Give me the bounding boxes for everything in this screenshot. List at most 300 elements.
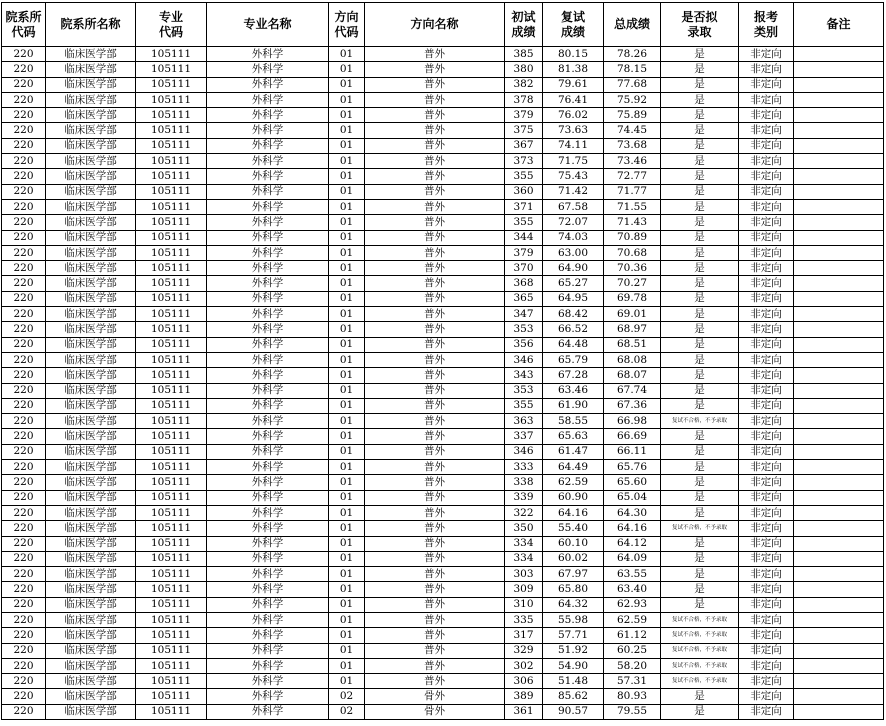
column-header-direction-code: 方向 代码 bbox=[329, 3, 365, 47]
cell-direction-code: 01 bbox=[329, 307, 365, 322]
cell-dept-code: 220 bbox=[2, 368, 46, 383]
cell-dept-name: 临床医学部 bbox=[46, 658, 136, 673]
cell-dept-code: 220 bbox=[2, 674, 46, 689]
cell-dept-name: 临床医学部 bbox=[46, 444, 136, 459]
cell-direction-code: 01 bbox=[329, 62, 365, 77]
cell-apply-type: 非定向 bbox=[739, 108, 794, 123]
cell-major-name: 外科学 bbox=[207, 138, 329, 153]
cell-direction-code: 01 bbox=[329, 123, 365, 138]
cell-retest-score: 65.27 bbox=[543, 276, 604, 291]
table-header-row bbox=[2, 3, 884, 47]
cell-apply-type: 非定向 bbox=[739, 704, 794, 719]
cell-major-code: 105111 bbox=[136, 505, 207, 520]
cell-dept-name: 临床医学部 bbox=[46, 276, 136, 291]
cell-dept-name: 临床医学部 bbox=[46, 92, 136, 107]
cell-retest-score: 64.48 bbox=[543, 337, 604, 352]
cell-major-name: 外科学 bbox=[207, 383, 329, 398]
cell-retest-score: 73.63 bbox=[543, 123, 604, 138]
cell-direction-name: 普外 bbox=[365, 123, 505, 138]
cell-major-code: 105111 bbox=[136, 612, 207, 627]
cell-major-name: 外科学 bbox=[207, 291, 329, 306]
cell-dept-code: 220 bbox=[2, 643, 46, 658]
cell-direction-name: 普外 bbox=[365, 536, 505, 551]
cell-dept-code: 220 bbox=[2, 230, 46, 245]
cell-direction-name: 普外 bbox=[365, 337, 505, 352]
cell-dept-code: 220 bbox=[2, 184, 46, 199]
cell-retest-score: 76.02 bbox=[543, 108, 604, 123]
cell-apply-type: 非定向 bbox=[739, 276, 794, 291]
cell-dept-name: 临床医学部 bbox=[46, 230, 136, 245]
cell-retest-score: 60.90 bbox=[543, 490, 604, 505]
cell-total-score: 70.68 bbox=[604, 245, 661, 260]
table-row bbox=[2, 674, 884, 689]
cell-dept-code: 220 bbox=[2, 628, 46, 643]
column-header-admit-status: 是否拟 录取 bbox=[661, 3, 739, 47]
cell-remarks bbox=[794, 199, 884, 214]
cell-initial-score: 389 bbox=[505, 689, 543, 704]
cell-dept-name: 临床医学部 bbox=[46, 674, 136, 689]
cell-total-score: 77.68 bbox=[604, 77, 661, 92]
cell-apply-type: 非定向 bbox=[739, 215, 794, 230]
column-header-remarks: 备注 bbox=[794, 3, 884, 47]
cell-dept-name: 临床医学部 bbox=[46, 261, 136, 276]
cell-total-score: 71.77 bbox=[604, 184, 661, 199]
cell-dept-name: 临床医学部 bbox=[46, 383, 136, 398]
cell-direction-name: 普外 bbox=[365, 199, 505, 214]
cell-dept-name: 临床医学部 bbox=[46, 199, 136, 214]
table-row bbox=[2, 77, 884, 92]
cell-direction-code: 01 bbox=[329, 505, 365, 520]
cell-dept-name: 临床医学部 bbox=[46, 505, 136, 520]
cell-admit-status: 是 bbox=[661, 597, 739, 612]
cell-major-name: 外科学 bbox=[207, 597, 329, 612]
cell-retest-score: 79.61 bbox=[543, 77, 604, 92]
cell-direction-name: 普外 bbox=[365, 582, 505, 597]
cell-direction-name: 普外 bbox=[365, 567, 505, 582]
cell-direction-code: 01 bbox=[329, 215, 365, 230]
column-header-retest-score: 复试 成绩 bbox=[543, 3, 604, 47]
cell-initial-score: 379 bbox=[505, 245, 543, 260]
cell-retest-score: 54.90 bbox=[543, 658, 604, 673]
cell-total-score: 74.45 bbox=[604, 123, 661, 138]
cell-total-score: 64.12 bbox=[604, 536, 661, 551]
cell-remarks bbox=[794, 138, 884, 153]
column-header-initial-score: 初试 成绩 bbox=[505, 3, 543, 47]
column-header-major-name: 专业名称 bbox=[207, 3, 329, 47]
cell-dept-code: 220 bbox=[2, 47, 46, 62]
cell-dept-code: 220 bbox=[2, 138, 46, 153]
cell-retest-score: 55.98 bbox=[543, 612, 604, 627]
cell-apply-type: 非定向 bbox=[739, 169, 794, 184]
cell-initial-score: 385 bbox=[505, 47, 543, 62]
cell-dept-code: 220 bbox=[2, 276, 46, 291]
cell-retest-score: 67.97 bbox=[543, 567, 604, 582]
table-row bbox=[2, 521, 884, 536]
cell-retest-score: 76.41 bbox=[543, 92, 604, 107]
cell-major-code: 105111 bbox=[136, 689, 207, 704]
cell-major-code: 105111 bbox=[136, 429, 207, 444]
cell-direction-name: 骨外 bbox=[365, 704, 505, 719]
cell-apply-type: 非定向 bbox=[739, 47, 794, 62]
cell-apply-type: 非定向 bbox=[739, 475, 794, 490]
cell-retest-score: 65.80 bbox=[543, 582, 604, 597]
cell-dept-name: 临床医学部 bbox=[46, 398, 136, 413]
cell-major-code: 105111 bbox=[136, 138, 207, 153]
cell-dept-code: 220 bbox=[2, 429, 46, 444]
cell-total-score: 78.15 bbox=[604, 62, 661, 77]
cell-direction-code: 01 bbox=[329, 444, 365, 459]
cell-dept-name: 临床医学部 bbox=[46, 123, 136, 138]
cell-major-name: 外科学 bbox=[207, 643, 329, 658]
cell-remarks bbox=[794, 551, 884, 566]
cell-direction-name: 普外 bbox=[365, 551, 505, 566]
cell-admit-status: 复试不合格，不予录取 bbox=[661, 521, 739, 536]
cell-major-name: 外科学 bbox=[207, 704, 329, 719]
cell-initial-score: 373 bbox=[505, 154, 543, 169]
cell-dept-code: 220 bbox=[2, 92, 46, 107]
cell-retest-score: 58.55 bbox=[543, 414, 604, 429]
cell-dept-code: 220 bbox=[2, 536, 46, 551]
cell-total-score: 75.89 bbox=[604, 108, 661, 123]
cell-total-score: 62.93 bbox=[604, 597, 661, 612]
cell-apply-type: 非定向 bbox=[739, 582, 794, 597]
cell-initial-score: 378 bbox=[505, 92, 543, 107]
cell-initial-score: 368 bbox=[505, 276, 543, 291]
cell-apply-type: 非定向 bbox=[739, 154, 794, 169]
cell-direction-name: 普外 bbox=[365, 184, 505, 199]
cell-direction-code: 01 bbox=[329, 138, 365, 153]
cell-major-name: 外科学 bbox=[207, 123, 329, 138]
cell-remarks bbox=[794, 398, 884, 413]
table-row bbox=[2, 582, 884, 597]
cell-total-score: 68.51 bbox=[604, 337, 661, 352]
cell-direction-name: 普外 bbox=[365, 398, 505, 413]
cell-direction-name: 普外 bbox=[365, 612, 505, 627]
cell-direction-code: 01 bbox=[329, 658, 365, 673]
cell-direction-name: 普外 bbox=[365, 307, 505, 322]
cell-major-code: 105111 bbox=[136, 597, 207, 612]
cell-direction-code: 01 bbox=[329, 108, 365, 123]
cell-direction-name: 普外 bbox=[365, 368, 505, 383]
cell-dept-name: 临床医学部 bbox=[46, 322, 136, 337]
cell-major-name: 外科学 bbox=[207, 689, 329, 704]
cell-total-score: 63.40 bbox=[604, 582, 661, 597]
cell-major-name: 外科学 bbox=[207, 322, 329, 337]
cell-apply-type: 非定向 bbox=[739, 612, 794, 627]
cell-major-code: 105111 bbox=[136, 337, 207, 352]
cell-dept-code: 220 bbox=[2, 123, 46, 138]
cell-remarks bbox=[794, 291, 884, 306]
cell-apply-type: 非定向 bbox=[739, 429, 794, 444]
table-row bbox=[2, 230, 884, 245]
cell-dept-name: 临床医学部 bbox=[46, 551, 136, 566]
cell-remarks bbox=[794, 490, 884, 505]
column-header-total-score: 总成绩 bbox=[604, 3, 661, 47]
cell-major-code: 105111 bbox=[136, 490, 207, 505]
cell-major-code: 105111 bbox=[136, 475, 207, 490]
cell-total-score: 67.74 bbox=[604, 383, 661, 398]
cell-retest-score: 64.90 bbox=[543, 261, 604, 276]
cell-dept-code: 220 bbox=[2, 582, 46, 597]
cell-retest-score: 60.10 bbox=[543, 536, 604, 551]
cell-initial-score: 337 bbox=[505, 429, 543, 444]
cell-direction-code: 01 bbox=[329, 230, 365, 245]
cell-direction-name: 普外 bbox=[365, 92, 505, 107]
table-row bbox=[2, 276, 884, 291]
cell-direction-code: 01 bbox=[329, 245, 365, 260]
cell-direction-name: 普外 bbox=[365, 230, 505, 245]
cell-retest-score: 74.03 bbox=[543, 230, 604, 245]
cell-major-name: 外科学 bbox=[207, 77, 329, 92]
table-row bbox=[2, 245, 884, 260]
table-row bbox=[2, 383, 884, 398]
cell-admit-status: 是 bbox=[661, 230, 739, 245]
cell-admit-status: 是 bbox=[661, 337, 739, 352]
cell-dept-code: 220 bbox=[2, 490, 46, 505]
cell-dept-code: 220 bbox=[2, 689, 46, 704]
table-row bbox=[2, 62, 884, 77]
cell-total-score: 58.20 bbox=[604, 658, 661, 673]
cell-admit-status: 是 bbox=[661, 245, 739, 260]
cell-admit-status: 是 bbox=[661, 444, 739, 459]
cell-total-score: 65.76 bbox=[604, 460, 661, 475]
cell-retest-score: 85.62 bbox=[543, 689, 604, 704]
cell-initial-score: 309 bbox=[505, 582, 543, 597]
cell-admit-status: 是 bbox=[661, 138, 739, 153]
cell-direction-name: 普外 bbox=[365, 521, 505, 536]
cell-apply-type: 非定向 bbox=[739, 689, 794, 704]
cell-initial-score: 353 bbox=[505, 322, 543, 337]
cell-admit-status: 复试不合格，不予录取 bbox=[661, 674, 739, 689]
cell-direction-code: 01 bbox=[329, 291, 365, 306]
cell-dept-name: 临床医学部 bbox=[46, 245, 136, 260]
cell-admit-status: 是 bbox=[661, 123, 739, 138]
cell-apply-type: 非定向 bbox=[739, 597, 794, 612]
cell-apply-type: 非定向 bbox=[739, 307, 794, 322]
cell-direction-name: 普外 bbox=[365, 154, 505, 169]
cell-dept-code: 220 bbox=[2, 612, 46, 627]
cell-major-name: 外科学 bbox=[207, 261, 329, 276]
cell-initial-score: 322 bbox=[505, 505, 543, 520]
cell-total-score: 71.55 bbox=[604, 199, 661, 214]
cell-dept-code: 220 bbox=[2, 460, 46, 475]
cell-major-code: 105111 bbox=[136, 154, 207, 169]
cell-dept-code: 220 bbox=[2, 658, 46, 673]
cell-initial-score: 367 bbox=[505, 138, 543, 153]
cell-direction-code: 01 bbox=[329, 628, 365, 643]
cell-remarks bbox=[794, 307, 884, 322]
cell-admit-status: 复试不合格，不予录取 bbox=[661, 628, 739, 643]
cell-initial-score: 356 bbox=[505, 337, 543, 352]
cell-dept-code: 220 bbox=[2, 337, 46, 352]
cell-major-code: 105111 bbox=[136, 169, 207, 184]
cell-major-name: 外科学 bbox=[207, 582, 329, 597]
cell-initial-score: 333 bbox=[505, 460, 543, 475]
cell-direction-code: 01 bbox=[329, 368, 365, 383]
cell-dept-code: 220 bbox=[2, 398, 46, 413]
cell-dept-name: 临床医学部 bbox=[46, 47, 136, 62]
cell-remarks bbox=[794, 184, 884, 199]
cell-dept-name: 临床医学部 bbox=[46, 704, 136, 719]
cell-apply-type: 非定向 bbox=[739, 230, 794, 245]
table-row bbox=[2, 490, 884, 505]
cell-retest-score: 68.42 bbox=[543, 307, 604, 322]
cell-apply-type: 非定向 bbox=[739, 261, 794, 276]
cell-direction-name: 普外 bbox=[365, 475, 505, 490]
cell-remarks bbox=[794, 62, 884, 77]
cell-retest-score: 67.58 bbox=[543, 199, 604, 214]
cell-major-code: 105111 bbox=[136, 77, 207, 92]
cell-direction-code: 01 bbox=[329, 429, 365, 444]
cell-dept-code: 220 bbox=[2, 307, 46, 322]
cell-direction-code: 01 bbox=[329, 154, 365, 169]
cell-direction-code: 01 bbox=[329, 674, 365, 689]
table-row bbox=[2, 291, 884, 306]
cell-apply-type: 非定向 bbox=[739, 62, 794, 77]
table-row bbox=[2, 261, 884, 276]
cell-admit-status: 是 bbox=[661, 490, 739, 505]
cell-dept-name: 临床医学部 bbox=[46, 429, 136, 444]
cell-dept-code: 220 bbox=[2, 352, 46, 367]
cell-direction-name: 普外 bbox=[365, 597, 505, 612]
cell-initial-score: 360 bbox=[505, 184, 543, 199]
cell-admit-status: 是 bbox=[661, 199, 739, 214]
cell-admit-status: 是 bbox=[661, 704, 739, 719]
cell-dept-name: 临床医学部 bbox=[46, 490, 136, 505]
table-row bbox=[2, 169, 884, 184]
column-header-major-code: 专业 代码 bbox=[136, 3, 207, 47]
cell-total-score: 68.97 bbox=[604, 322, 661, 337]
cell-total-score: 75.92 bbox=[604, 92, 661, 107]
cell-retest-score: 80.15 bbox=[543, 47, 604, 62]
cell-retest-score: 65.79 bbox=[543, 352, 604, 367]
cell-dept-name: 临床医学部 bbox=[46, 352, 136, 367]
cell-remarks bbox=[794, 475, 884, 490]
cell-major-code: 105111 bbox=[136, 199, 207, 214]
cell-dept-name: 临床医学部 bbox=[46, 184, 136, 199]
cell-retest-score: 51.92 bbox=[543, 643, 604, 658]
cell-total-score: 66.98 bbox=[604, 414, 661, 429]
table-row bbox=[2, 108, 884, 123]
cell-apply-type: 非定向 bbox=[739, 628, 794, 643]
table-row bbox=[2, 612, 884, 627]
cell-dept-name: 临床医学部 bbox=[46, 536, 136, 551]
cell-initial-score: 302 bbox=[505, 658, 543, 673]
cell-apply-type: 非定向 bbox=[739, 245, 794, 260]
cell-major-name: 外科学 bbox=[207, 184, 329, 199]
cell-initial-score: 380 bbox=[505, 62, 543, 77]
cell-total-score: 72.77 bbox=[604, 169, 661, 184]
cell-remarks bbox=[794, 612, 884, 627]
cell-dept-name: 临床医学部 bbox=[46, 108, 136, 123]
cell-direction-code: 01 bbox=[329, 490, 365, 505]
cell-admit-status: 是 bbox=[661, 383, 739, 398]
cell-dept-name: 临床医学部 bbox=[46, 689, 136, 704]
cell-dept-name: 临床医学部 bbox=[46, 475, 136, 490]
cell-direction-name: 普外 bbox=[365, 62, 505, 77]
cell-apply-type: 非定向 bbox=[739, 337, 794, 352]
cell-retest-score: 90.57 bbox=[543, 704, 604, 719]
cell-direction-name: 普外 bbox=[365, 215, 505, 230]
cell-major-code: 105111 bbox=[136, 521, 207, 536]
cell-major-code: 105111 bbox=[136, 215, 207, 230]
cell-dept-code: 220 bbox=[2, 261, 46, 276]
cell-admit-status: 是 bbox=[661, 551, 739, 566]
cell-remarks bbox=[794, 674, 884, 689]
cell-remarks bbox=[794, 460, 884, 475]
cell-remarks bbox=[794, 597, 884, 612]
cell-remarks bbox=[794, 169, 884, 184]
table-row bbox=[2, 597, 884, 612]
cell-initial-score: 355 bbox=[505, 215, 543, 230]
cell-initial-score: 303 bbox=[505, 567, 543, 582]
cell-total-score: 69.01 bbox=[604, 307, 661, 322]
cell-direction-code: 01 bbox=[329, 322, 365, 337]
cell-initial-score: 338 bbox=[505, 475, 543, 490]
cell-major-name: 外科学 bbox=[207, 352, 329, 367]
cell-direction-name: 普外 bbox=[365, 322, 505, 337]
cell-direction-code: 01 bbox=[329, 352, 365, 367]
cell-total-score: 62.59 bbox=[604, 612, 661, 627]
cell-major-name: 外科学 bbox=[207, 628, 329, 643]
cell-remarks bbox=[794, 47, 884, 62]
cell-total-score: 68.08 bbox=[604, 352, 661, 367]
cell-direction-code: 01 bbox=[329, 276, 365, 291]
cell-direction-code: 01 bbox=[329, 337, 365, 352]
cell-dept-name: 临床医学部 bbox=[46, 521, 136, 536]
table-row bbox=[2, 368, 884, 383]
cell-admit-status: 是 bbox=[661, 505, 739, 520]
cell-admit-status: 是 bbox=[661, 47, 739, 62]
cell-initial-score: 363 bbox=[505, 414, 543, 429]
cell-major-code: 105111 bbox=[136, 567, 207, 582]
cell-initial-score: 370 bbox=[505, 261, 543, 276]
table-row bbox=[2, 47, 884, 62]
cell-initial-score: 382 bbox=[505, 77, 543, 92]
cell-direction-name: 普外 bbox=[365, 169, 505, 184]
cell-remarks bbox=[794, 108, 884, 123]
table-row bbox=[2, 475, 884, 490]
cell-major-name: 外科学 bbox=[207, 658, 329, 673]
cell-major-code: 105111 bbox=[136, 47, 207, 62]
cell-major-code: 105111 bbox=[136, 536, 207, 551]
cell-dept-name: 临床医学部 bbox=[46, 582, 136, 597]
cell-direction-name: 普外 bbox=[365, 490, 505, 505]
cell-dept-name: 临床医学部 bbox=[46, 62, 136, 77]
table-row bbox=[2, 123, 884, 138]
cell-total-score: 66.69 bbox=[604, 429, 661, 444]
cell-initial-score: 334 bbox=[505, 536, 543, 551]
cell-direction-code: 01 bbox=[329, 612, 365, 627]
table-row bbox=[2, 460, 884, 475]
cell-direction-code: 01 bbox=[329, 551, 365, 566]
cell-dept-name: 临床医学部 bbox=[46, 414, 136, 429]
cell-initial-score: 355 bbox=[505, 398, 543, 413]
cell-major-name: 外科学 bbox=[207, 674, 329, 689]
cell-direction-name: 普外 bbox=[365, 674, 505, 689]
cell-direction-code: 01 bbox=[329, 398, 365, 413]
cell-major-name: 外科学 bbox=[207, 169, 329, 184]
table-row bbox=[2, 199, 884, 214]
cell-admit-status: 是 bbox=[661, 215, 739, 230]
cell-direction-code: 01 bbox=[329, 582, 365, 597]
cell-apply-type: 非定向 bbox=[739, 674, 794, 689]
cell-dept-code: 220 bbox=[2, 597, 46, 612]
cell-direction-name: 普外 bbox=[365, 414, 505, 429]
cell-apply-type: 非定向 bbox=[739, 184, 794, 199]
cell-initial-score: 353 bbox=[505, 383, 543, 398]
table-row bbox=[2, 398, 884, 413]
